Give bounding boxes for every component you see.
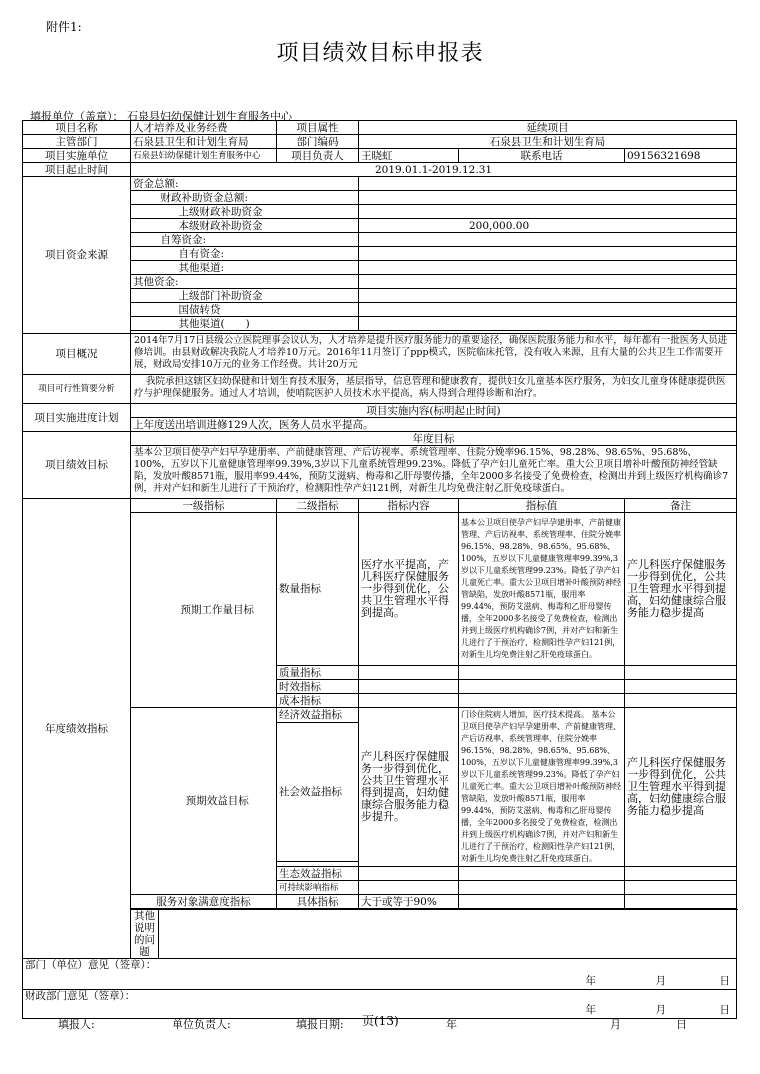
fiscal-opinion-label: 财政部门意见（签章）： — [25, 990, 136, 1002]
satisfaction-value: 大于或等于90% — [359, 895, 459, 909]
period: 2019.01.1-2019.12.31 — [131, 163, 737, 177]
funds-section-label: 项目资金来源 — [23, 177, 131, 334]
project-attr-label: 项目属性 — [277, 121, 359, 135]
period-label: 项目起止时间 — [23, 163, 131, 177]
workload-content: 医疗水平提高，产儿科医疗保健服务一步得到优化，公共卫生管理水平得到提高。 — [359, 513, 459, 666]
workload-label: 预期工作量目标 — [159, 513, 277, 708]
progress-header: 项目实施内容(标明起止时间) — [131, 404, 737, 418]
footer-month: 月 — [610, 1018, 621, 1031]
level2-header: 二级指标 — [277, 499, 359, 513]
other-channel-label: 其他渠道: — [159, 261, 359, 275]
contact: 09156321698 — [625, 149, 737, 163]
feasibility-text: 我院承担这辖区妇幼保健和计划生育技术服务，基层指导，信息管理和健康教育，提供妇女儿童基本医疗服务，为妇女儿童身体健康提供医疗与护理保健服务。通过人才培训，使哨院医护人员技术水平提高，病人得到合理得诊断和治疗。 — [131, 375, 737, 404]
upper-dept-value — [359, 289, 737, 303]
other-channel2-value — [359, 317, 737, 331]
upper-dept-label: 上级部门补助资金 — [159, 289, 359, 303]
dept-code: 石泉县卫生和计划生育局 — [359, 135, 737, 149]
other-funds-label: 其他资金: — [131, 275, 359, 289]
other-funds-value — [359, 275, 737, 289]
economic-indicator: 经济效益指标 — [277, 708, 359, 723]
contact-label: 联系电话 — [459, 149, 625, 163]
self-raised-value — [359, 233, 737, 247]
local-fiscal-value: 200,000.00 — [359, 219, 737, 233]
page-title: 项目绩效目标申报表 — [276, 41, 484, 66]
owner-label: 项目负责人 — [277, 149, 359, 163]
other-channel2-label: 其他渠道( ) — [159, 317, 359, 331]
dept-opinion-year: 年 — [585, 975, 597, 987]
dept-opinion-label: 部门（单位）意见（签章）： — [25, 959, 157, 971]
indicators-section-label: 年度绩效指标 — [23, 499, 131, 959]
timeliness-indicator: 时效指标 — [277, 680, 359, 694]
own-funds-label: 自有资金: — [159, 247, 359, 261]
fiscal-total-label: 财政补助资金总额: — [159, 191, 359, 205]
social-indicator: 社会效益指标 — [277, 723, 359, 862]
goal-text: 基本公卫项目使孕产妇早孕建册率、产前健康管理、产后访视率、系统管理率、住院分娩率96.15%、98.28%、98.65%、95.68%、100%，五岁以下儿童健康管理率99.39%,3岁以下儿童系统管理99.23%。降低了孕产妇儿童死亡率。重大公卫项目增补叶酸预防神经管缺陷，发放叶酸8571瓶，服用率99.44%，预防艾滋病、梅毒和乙肝母婴传播，全年2000多名接受了免费检查，检测出并到上级医疗机构确诊7例，并对产妇和新生儿进行了干预治疗，检测阳性孕产妇121例，对新生儿均免费注射乙肝免疫球蛋白。 — [131, 446, 737, 499]
project-attr: 延续项目 — [359, 121, 737, 135]
progress-text: 上年度送出培训进修129人次，医务人员水平提高。 — [131, 418, 737, 432]
benefit-content: 产儿科医疗保健服务一步得到优化，公共卫生管理水平得到提高，妇幼健康综合服务能力稳步提升。 — [359, 708, 459, 867]
bond-transfer-value — [359, 303, 737, 317]
fill-unit-value: 石泉县妇幼保健计划生育服务中心 — [127, 110, 292, 123]
benefit-value: 门诊住院病人增加，医疗技术提高。 基本公卫项目使孕产妇早孕建册率、产前健康管理、产后访视率、系统管理率、住院分娩率96.15%、98.28%、98.65%、95.68%、100%，五岁以下儿童健康管理率99.39%,3岁以下儿童系统管理99.23%。降低了孕产妇儿童死亡率。重大公卫项目增补叶酸预防神经管缺陷，发放叶酸8571瓶，服用率99.44%，预防艾滋病、梅毒和乙肝母婴传播，全年2000多名接受了免费检查，检测出并到上级医疗机构确诊7例，并对产妇和新生儿进行了干预治疗，检测阳性孕产妇121例，对新生儿均免费注射乙肝免疫球蛋白。 — [459, 708, 625, 867]
remark-header: 备注 — [625, 499, 737, 513]
fiscal-opinion-day: 日 — [719, 1004, 731, 1016]
workload-value: 基本公卫项目使孕产妇早孕建册率、产前健康管理、产后访视率、系统管理率、住院分娩率96.15%、98.28%、98.65%、95.68%、100%，五岁以下儿童健康管理率99.39%,3岁以下儿童系统管理99.23%。降低了孕产妇儿童死亡率。重大公卫项目增补叶酸预防神经管缺陷，发放叶酸8571瓶，服用率99.44%，预防艾滋病、梅毒和乙肝母婴传播，全年2000多名接受了免费检查，检测出并到上级医疗机构确诊7例，并对产妇和新生儿进行了干预治疗，检测阳性孕产妇121例，对新生儿均免费注射乙肝免疫球蛋白。 — [459, 513, 625, 666]
dept-opinion-day: 日 — [719, 975, 731, 987]
attachment-label: 附件1: — [46, 20, 82, 34]
cost-indicator: 成本指标 — [277, 694, 359, 708]
level1-header: 一级指标 — [131, 499, 277, 513]
dept-opinion-cell — [23, 959, 737, 990]
quantity-indicator: 数量指标 — [277, 513, 359, 666]
funds-total-label: 资金总额: — [131, 177, 359, 191]
goal-label: 项目绩效目标 — [23, 432, 131, 499]
footer-fill-date: 填报日期: — [296, 1018, 344, 1031]
footer-filler: 填报人: — [58, 1018, 95, 1031]
upper-fiscal-label: 上级财政补助资金 — [159, 205, 359, 219]
footer-year: 年 — [446, 1018, 457, 1031]
other-notes-label: 其他说明的问题 — [131, 910, 159, 959]
fiscal-opinion-month: 月 — [655, 1004, 667, 1016]
performance-form-table — [22, 120, 737, 1019]
satisfaction-specific: 具体指标 — [277, 895, 359, 909]
benefit-remark: 产儿科医疗保健服务一步得到优化，公共卫生管理水平得到提高，妇幼健康综合服务能力稳步提高 — [625, 708, 737, 867]
progress-label: 项目实施进度计划 — [23, 404, 131, 432]
self-raised-label: 自筹资金: — [159, 233, 359, 247]
fill-unit-label: 填报单位（盖章）： — [30, 110, 124, 123]
project-name: 人才培养及业务经费 — [131, 121, 277, 135]
funds-total-value — [359, 177, 737, 191]
bond-transfer-label: 国债转贷 — [159, 303, 359, 317]
impl-unit-label: 项目实施单位 — [23, 149, 131, 163]
footer-unit-head: 单位负责人: — [172, 1018, 231, 1031]
ecological-indicator: 生态效益指标 — [277, 867, 359, 881]
content-header: 指标内容 — [359, 499, 459, 513]
dept-code-label: 部门编码 — [277, 135, 359, 149]
dept: 石泉县卫生和计划生育局 — [131, 135, 277, 149]
dept-opinion-month: 月 — [655, 975, 667, 987]
fiscal-opinion-year: 年 — [585, 1004, 597, 1016]
satisfaction-label: 服务对象满意度指标 — [131, 895, 277, 909]
footer-day: 日 — [676, 1018, 687, 1031]
fiscal-total-value — [359, 191, 737, 205]
owner: 王晓虹 — [359, 149, 459, 163]
goal-header: 年度目标 — [131, 432, 737, 446]
workload-remark: 产儿科医疗保健服务一步得到优化，公共卫生管理水平得到提高，妇幼健康综合服务能力稳步提高 — [625, 513, 737, 666]
project-name-label: 项目名称 — [23, 121, 131, 135]
impl-unit: 石泉县妇幼保健计划生育服务中心 — [131, 149, 277, 163]
value-header: 指标值 — [459, 499, 625, 513]
own-funds-value — [359, 247, 737, 261]
overview-label: 项目概况 — [23, 334, 131, 375]
footer-page-number: 页(13) — [362, 1014, 399, 1028]
overview-text: 2014年7月17日县级公立医院理事会议认为，人才培养是提升医疗服务能力的重要途径，确保医院服务能力和水平，每年都有一批医务人员进修培训。由县财政解决我院人才培养10万元。2016年11月签订了ppp模式，医院临床托管，没有收入来源，且有大量的公共卫生工作需要开 展，财政局安排10万元的业务工作经费。共计20万元 — [131, 334, 737, 375]
benefit-label: 预期效益目标 — [159, 708, 277, 895]
quality-indicator: 质量指标 — [277, 666, 359, 680]
other-channel-value — [359, 261, 737, 275]
sustainable-indicator: 可持续影响指标 — [277, 881, 359, 895]
local-fiscal-label: 本级财政补助资金 — [159, 219, 359, 233]
upper-fiscal-value — [359, 205, 737, 219]
dept-label: 主管部门 — [23, 135, 131, 149]
feasibility-label: 项目可行性简要分析 — [23, 375, 131, 404]
